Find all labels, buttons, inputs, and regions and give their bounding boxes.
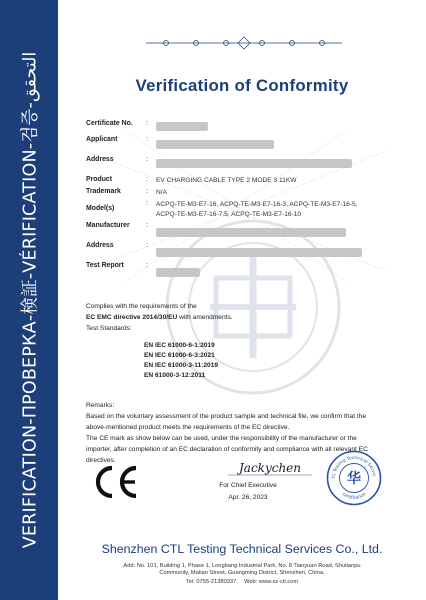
directive-name: EC EMC directive 2014/30/EU bbox=[86, 314, 178, 321]
company-tel: Tel: 0755-21380337 bbox=[185, 579, 237, 585]
field-applicant: Applicant : bbox=[86, 136, 416, 156]
remarks-line: above-mentioned product meets the requirements of the EC directive. bbox=[86, 424, 290, 431]
field-manufacturer-address: Address : bbox=[86, 242, 416, 262]
standard-item: EN IEC 61000-3-11:2019 bbox=[144, 362, 219, 369]
signature-role: For Chief Executive bbox=[219, 482, 277, 489]
svg-text:certification: certification bbox=[340, 492, 368, 502]
sidebar-vertical-text: VERIFICATION-ПРОВЕРКА-検証-VÉRIFICATION-검증-التحقق bbox=[20, 51, 41, 549]
directive-line bbox=[86, 314, 233, 321]
standard-item: EN IEC 61000-6-1:2019 bbox=[144, 342, 215, 349]
redacted-value bbox=[156, 140, 274, 149]
page-title: Verification of Conformity bbox=[135, 76, 349, 95]
left-sidebar-band bbox=[0, 0, 58, 600]
standard-item: EN 61000-3-12:2011 bbox=[144, 372, 206, 379]
certificate-content bbox=[58, 0, 426, 600]
svg-text:Jackychen: Jackychen bbox=[238, 461, 302, 475]
signature-date: Apr. 26, 2023 bbox=[228, 494, 268, 501]
certificate-fields bbox=[86, 120, 416, 278]
redacted-value bbox=[156, 159, 352, 168]
standard-item: EN IEC 61000-6-3:2021 bbox=[144, 352, 215, 359]
company-contact-line bbox=[58, 579, 426, 586]
field-trademark: Trademark : N/A bbox=[86, 188, 167, 196]
field-address: Address : bbox=[86, 156, 416, 176]
redacted-value bbox=[156, 248, 362, 257]
remarks-line: importer, after completion of an EC declaration of conformity and compliance with all relevant EC bbox=[86, 446, 368, 453]
complies-text: Complies with the requirements of the bbox=[86, 303, 197, 310]
directive-suffix: with amendments. bbox=[177, 314, 233, 321]
field-manufacturer: Manufacturer : bbox=[86, 222, 416, 242]
test-standards-label: Test Standards: bbox=[86, 325, 132, 332]
handwritten-signature bbox=[220, 459, 320, 477]
company-name: Shenzhen CTL Testing Technical Services Co., Ltd. bbox=[101, 542, 383, 556]
redacted-value bbox=[156, 122, 208, 131]
company-seal-icon bbox=[326, 450, 382, 506]
field-models: Model(s) : ACPQ-TE-M3-E7-16, ACPQ-TE-M3-E7-16-3, ACPQ-TE-M3-E7-16-5, ACPQ-TE-M3-E7-16-7.5, ACPQ-TE-M3-E7-16-10 bbox=[86, 200, 416, 222]
company-address-line: Add: No. 101, Building 1, Phase 1, Longbang Industrial Park, No. 8 Tianyuan Road, Shutianpu bbox=[123, 563, 361, 569]
company-web: Web: www.sz-ctl.com bbox=[244, 579, 299, 585]
field-product: Product : EV CHARGING CABLE TYPE 2 MODE 3 11KW bbox=[86, 176, 297, 184]
remarks-line: directives. bbox=[86, 457, 116, 464]
models-line-1: ACPQ-TE-M3-E7-16, ACPQ-TE-M3-E7-16-3, ACPQ-TE-M3-E7-16-5, bbox=[156, 201, 358, 208]
svg-text:华: 华 bbox=[347, 471, 361, 487]
field-certificate-no: Certificate No. : bbox=[86, 120, 416, 136]
remarks-label: Remarks: bbox=[86, 402, 115, 409]
redacted-value bbox=[156, 268, 200, 277]
redacted-value bbox=[156, 228, 346, 237]
remarks-line: The CE mark as show below can be used, under the responsibility of the manufacturer or the bbox=[86, 435, 357, 442]
field-test-report: Test Report : bbox=[86, 262, 416, 278]
header-ornament-icon bbox=[146, 36, 342, 50]
models-line-2: ACPQ-TE-M3-E7-16-7.5, ACPQ-TE-M3-E7-16-10 bbox=[156, 210, 302, 218]
svg-text:CTL Testing Technical Services: TL Testing Technical Servic bbox=[331, 455, 376, 479]
remarks-line: Based on the voluntary assessment of the product sample and technical file, we confirm that the bbox=[86, 413, 367, 420]
ce-mark-icon bbox=[92, 464, 140, 500]
company-address-line: Community, Matian Street, Guangming District, Shenzhen, China. bbox=[159, 570, 325, 576]
